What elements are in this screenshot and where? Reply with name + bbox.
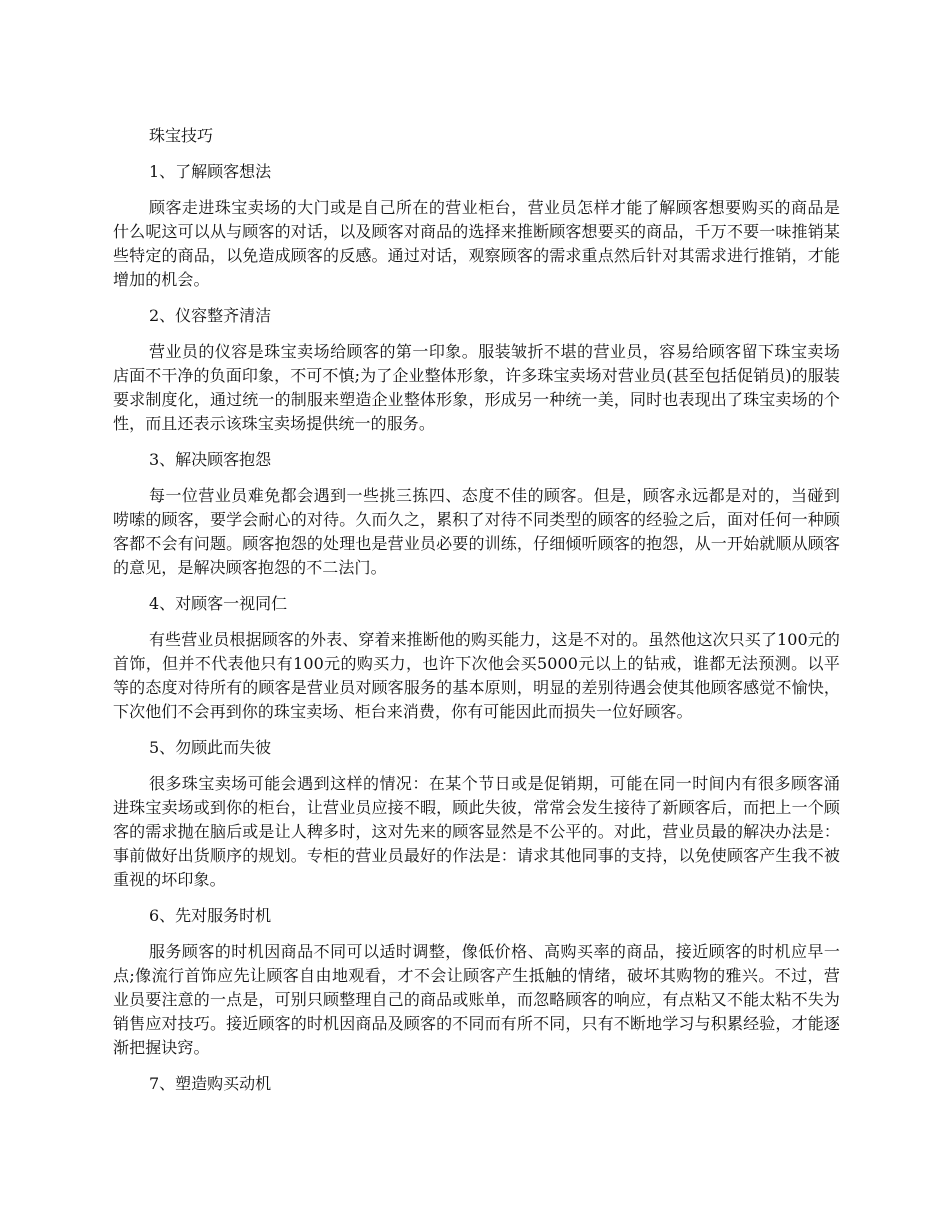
section-heading-6: 6、先对服务时机 (149, 906, 272, 925)
section-body-2: 营业员的仪容是珠宝卖场给顾客的第一印象。服装皱折不堪的营业员，容易给顾客留下珠宝卖场店面不干净的负面印象，不可不慎;为了企业整体形象，许多珠宝卖场对营业员(甚至包括促销员)的服装要求制度化，通过统一的制服来塑造企业整体形象，形成另一种统一美，同时也表现出了珠宝卖场的个性，而且还表示该珠宝卖场提供统一的服务。 (113, 342, 840, 433)
section-heading-4: 4、对顾客一视同仁 (149, 594, 288, 613)
section-heading-2: 2、仪容整齐清洁 (149, 306, 272, 325)
section-body-3: 每一位营业员难免都会遇到一些挑三拣四、态度不佳的顾客。但是，顾客永远都是对的，当碰到唠嗦的顾客，要学会耐心的对待。久而久之，累积了对待不同类型的顾客的经验之后，面对任何一种顾客都不会有问题。顾客抱怨的处理也是营业员必要的训练，仔细倾听顾客的抱怨，从一开始就顺从顾客的意见，是解决顾客抱怨的不二法门。 (113, 486, 840, 577)
document-title: 珠宝技巧 (149, 126, 214, 145)
section-heading-1: 1、了解顾客想法 (149, 162, 272, 181)
document-page (113, 124, 840, 1108)
section-body-1: 顾客走进珠宝卖场的大门或是自己所在的营业柜台，营业员怎样才能了解顾客想要购买的商品是什么呢这可以从与顾客的对话，以及顾客对商品的选择来推断顾客想要买的商品，千万不要一味推销某些特定的商品，以免造成顾客的反感。通过对话，观察顾客的需求重点然后针对其需求进行推销，才能增加的机会。 (113, 198, 840, 289)
section-heading-7: 7、塑造购买动机 (149, 1074, 272, 1093)
section-body-4: 有些营业员根据顾客的外表、穿着来推断他的购买能力，这是不对的。虽然他这次只买了100元的首饰，但并不代表他只有100元的购买力，也许下次他会买5000元以上的钻戒，谁都无法预测。以平等的态度对待所有的顾客是营业员对顾客服务的基本原则，明显的差别待遇会使其他顾客感觉不愉快，下次他们不会再到你的珠宝卖场、柜台来消费，你有可能因此而损失一位好顾客。 (113, 630, 840, 721)
section-heading-3: 3、解决顾客抱怨 (149, 450, 272, 469)
section-heading-5: 5、勿顾此而失彼 (149, 738, 272, 757)
section-body-5: 很多珠宝卖场可能会遇到这样的情况：在某个节日或是促销期，可能在同一时间内有很多顾客涌进珠宝卖场或到你的柜台，让营业员应接不暇，顾此失彼，常常会发生接待了新顾客后，而把上一个顾客的需求抛在脑后或是让人稗多时，这对先来的顾客显然是不公平的。对此，营业员最的解决办法是：事前做好出货顺序的规划。专柜的营业员最好的作法是：请求其他同事的支持，以免使顾客产生我不被重视的坏印象。 (113, 774, 840, 889)
section-body-6: 服务顾客的时机因商品不同可以适时调整，像低价格、高购买率的商品，接近顾客的时机应早一点;像流行首饰应先让顾客自由地观看，才不会让顾客产生抵触的情绪，破坏其购物的雅兴。不过，营业员要注意的一点是，可别只顾整理自己的商品或账单，而忽略顾客的响应，有点粘又不能太粘不失为销售应对技巧。接近顾客的时机因商品及顾客的不同而有所不同，只有不断地学习与积累经验，才能逐渐把握诀窍。 (113, 942, 840, 1057)
